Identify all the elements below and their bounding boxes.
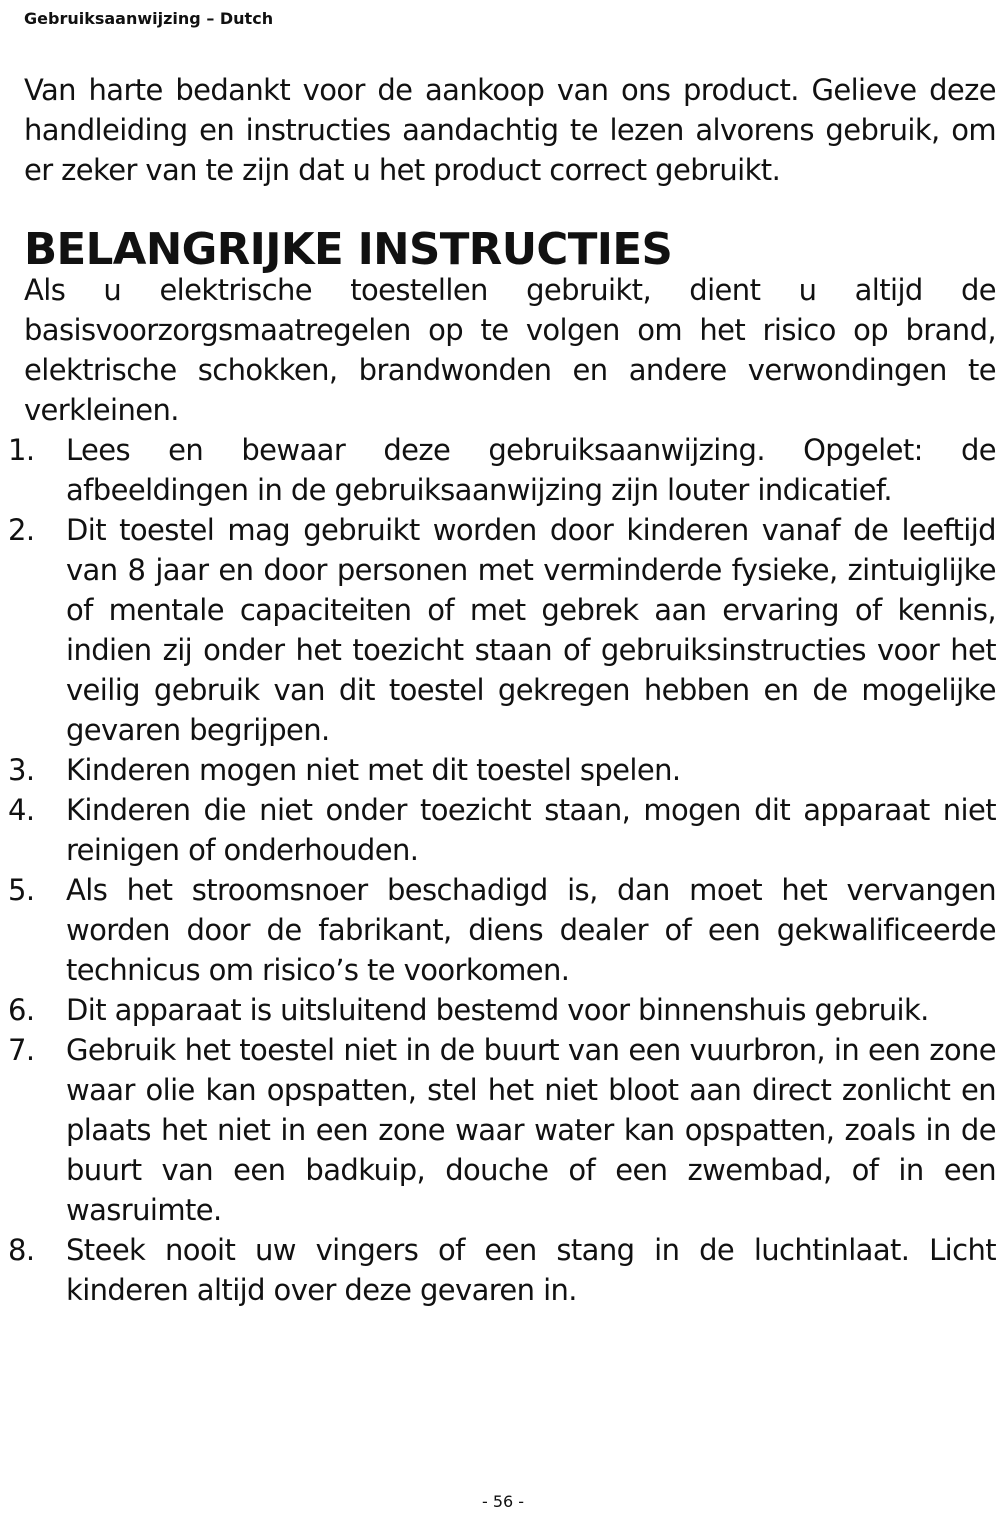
list-item bbox=[8, 510, 996, 750]
list-item bbox=[8, 750, 996, 790]
section-paragraph: Als u elektrische toestellen gebruikt, dient u altijd de basisvoorzorgsmaatregelen op te volgen om het risico op brand, elektrische schokken, brandwonden en andere verwondingen te verkleinen. bbox=[24, 273, 996, 427]
page-content bbox=[8, 70, 996, 1310]
list-item-text: Gebruik het toestel niet in de buurt van een vuurbron, in een zone waar olie kan opspatten, stel het niet bloot aan direct zonlicht en plaats het niet in een zone waar water kan opspatten, zoals in de buurt van een badkuip, douche of een zwembad, of in een wasruimte. bbox=[66, 1033, 996, 1227]
list-item-text: Dit apparaat is uitsluitend bestemd voor binnenshuis gebruik. bbox=[66, 993, 929, 1027]
list-item bbox=[8, 790, 996, 870]
list-item-text: Steek nooit uw vingers of een stang in de luchtinlaat. Licht kinderen altijd over deze gevaren in. bbox=[66, 1233, 996, 1307]
instruction-list bbox=[8, 430, 996, 1310]
list-item-number: 7. bbox=[8, 1033, 35, 1067]
intro-paragraph: Van harte bedankt voor de aankoop van ons product. Gelieve deze handleiding en instructies aandachtig te lezen alvorens gebruik, om er zeker van te zijn dat u het product correct gebruikt. bbox=[24, 73, 996, 187]
list-item-text: Lees en bewaar deze gebruiksaanwijzing. Opgelet: de afbeeldingen in de gebruiksaanwijzing zijn louter indicatief. bbox=[66, 433, 996, 507]
list-item bbox=[8, 990, 996, 1030]
page-number: - 56 - bbox=[481, 1492, 525, 1511]
document-header: Gebruiksaanwijzing – Dutch bbox=[24, 9, 274, 28]
list-item-text: Als het stroomsnoer beschadigd is, dan moet het vervangen worden door de fabrikant, diens dealer of een gekwalificeerde technicus om risico’s te voorkomen. bbox=[66, 873, 996, 987]
list-item-text: Kinderen mogen niet met dit toestel spelen. bbox=[66, 753, 681, 787]
list-item bbox=[8, 1030, 996, 1230]
list-item-number: 6. bbox=[8, 993, 35, 1027]
list-item-number: 5. bbox=[8, 873, 35, 907]
list-item-number: 2. bbox=[8, 513, 35, 547]
list-item-number: 1. bbox=[8, 433, 35, 467]
list-item-number: 4. bbox=[8, 793, 35, 827]
list-item-number: 8. bbox=[8, 1233, 35, 1267]
section-heading: BELANGRIJKE INSTRUCTIES bbox=[24, 225, 673, 275]
list-item-text: Dit toestel mag gebruikt worden door kinderen vanaf de leeftijd van 8 jaar en door personen met verminderde fysieke, zintuiglijke of mentale capaciteiten of met gebrek aan ervaring of kennis, indien zij onder het toezicht staan of gebruiksinstructies voor het veilig gebruik van dit toestel gekregen hebben en de mogelijke gevaren begrijpen. bbox=[66, 513, 996, 747]
list-item-number: 3. bbox=[8, 753, 35, 787]
list-item bbox=[8, 870, 996, 990]
section-spacer bbox=[24, 190, 996, 230]
list-item bbox=[8, 430, 996, 510]
list-item bbox=[8, 1230, 996, 1310]
list-item-text: Kinderen die niet onder toezicht staan, mogen dit apparaat niet reinigen of onderhouden. bbox=[66, 793, 996, 867]
